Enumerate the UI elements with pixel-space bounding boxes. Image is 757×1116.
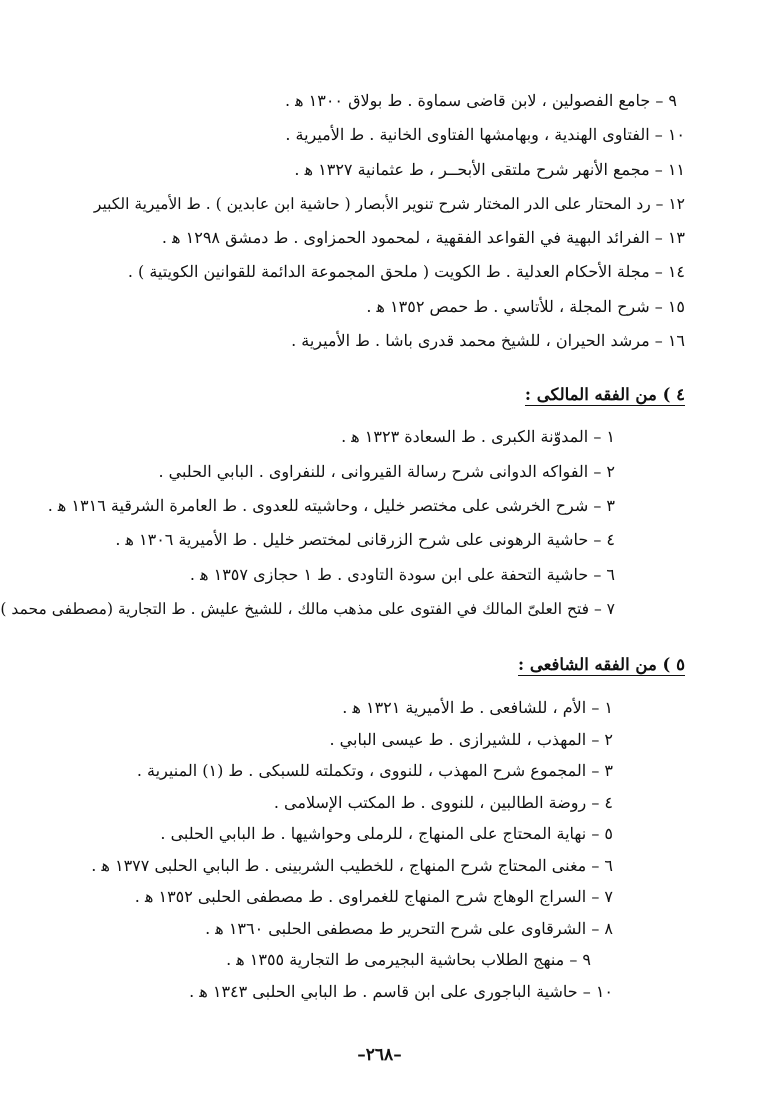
list-item: ٥ – نهاية المحتاج على المنهاج ، للرملى وحواشيها . ط البابي الحلبى . [160,824,613,844]
list-item: ٤ – روضة الطالبين ، للنووى . ط المكتب الإسلامى . [273,792,613,812]
list-item: ١٢ – رد المحتار على الدر المختار شرح تنوير الأبصار ( حاشية ابن عابدين ) . ط الأميرية الكبير [93,194,685,213]
list-item: ١١ – مجمع الأنهر شرح ملتقى الأبحــر ، ط عثمانية ١٣٢٧ ﻫ . [294,159,685,179]
section-heading-text: ٥ ) من الفقه الشافعى : [517,655,685,675]
list-item: ٧ – فتح العلىّ المالك في الفتوى على مذهب مالك ، للشيخ عليش . ط التجارية (مصطفى محمد ) [0,599,615,618]
list-item: ٨ – الشرقاوى على شرح التحرير ط مصطفى الحلبى ١٣٦٠ ﻫ . [205,918,613,938]
list-item: ١ – الأم ، للشافعى . ط الأميرية ١٣٢١ ﻫ . [342,698,613,718]
section-heading-maliki [82,380,685,410]
list-item: ٢ – الفواكه الدوانى شرح رسالة القيروانى ، للنفراوى . البابي الحلبي . [158,461,615,481]
list-item: ٤ – حاشية الرهونى على شرح الزرقانى لمختصر خليل . ط الأميرية ١٣٠٦ ﻫ . [115,530,615,550]
list-item: ١ – المدوّنة الكبرى . ط السعادة ١٣٢٣ ﻫ . [341,427,615,447]
section-heading-text: ٤ ) من الفقه المالكى : [524,385,685,405]
list-item: ٣ – المجموع شرح المهذب ، للنووى ، وتكملته للسبكى . ط (١) المنيرية . [136,761,613,781]
hanafi-list [82,84,685,358]
list-item: ٦ – مغنى المحتاج شرح المنهاج ، للخطيب الشربينى . ط البابي الحلبى ١٣٧٧ ﻫ . [91,855,613,875]
list-item: ١٠ – حاشية الباجورى على ابن قاسم . ط البابي الحلبى ١٣٤٣ ﻫ . [189,981,613,1001]
list-item: ٩ – جامع الفصولين ، لابن قاضى سماوة . ط بولاق ١٣٠٠ ﻫ . [284,91,677,110]
list-item: ١٤ – مجلة الأحكام العدلية . ط الكويت ( ملحق المجموعة الدائمة للقوانين الكويتية ) . [127,262,685,282]
shafii-list [82,692,685,1007]
list-item: ١٣ – الفرائد البهية في القواعد الفقهية ، لمحمود الحمزاوى . ط دمشق ١٢٩٨ ﻫ . [161,228,685,248]
book-page [2,0,757,1116]
list-item: ١٥ – شرح المجلة ، للأتاسي . ط حمص ١٣٥٢ ﻫ . [366,296,685,316]
maliki-list [0,420,685,626]
list-item: ١٦ – مرشد الحيران ، للشيخ محمد قدرى باشا . ط الأميرية . [291,331,685,351]
section-heading-shafii [82,650,685,680]
list-item: ٧ – السراج الوهاج شرح المنهاج للغمراوى . ط مصطفى الحلبى ١٣٥٢ ﻫ . [134,887,613,907]
list-item: ٩ – منهج الطلاب بحاشية البجيرمى ط التجارية ١٣٥٥ ﻫ . [226,950,591,970]
list-item: ٦ – حاشية التحفة على ابن سودة التاودى . ط ١ حجازى ١٣٥٧ ﻫ . [189,564,615,584]
list-item: ٢ – المهذب ، للشيرازى . ط عيسى البابي . [329,729,613,749]
page-number: –٢٦٨– [357,1045,402,1065]
list-item: ١٠ – الفتاوى الهندية ، وبهامشها الفتاوى الخانية . ط الأميرية . [285,125,685,145]
list-item: ٣ – شرح الخرشى على مختصر خليل ، وحاشيته للعدوى . ط العامرة الشرقية ١٣١٦ ﻫ . [47,495,615,515]
